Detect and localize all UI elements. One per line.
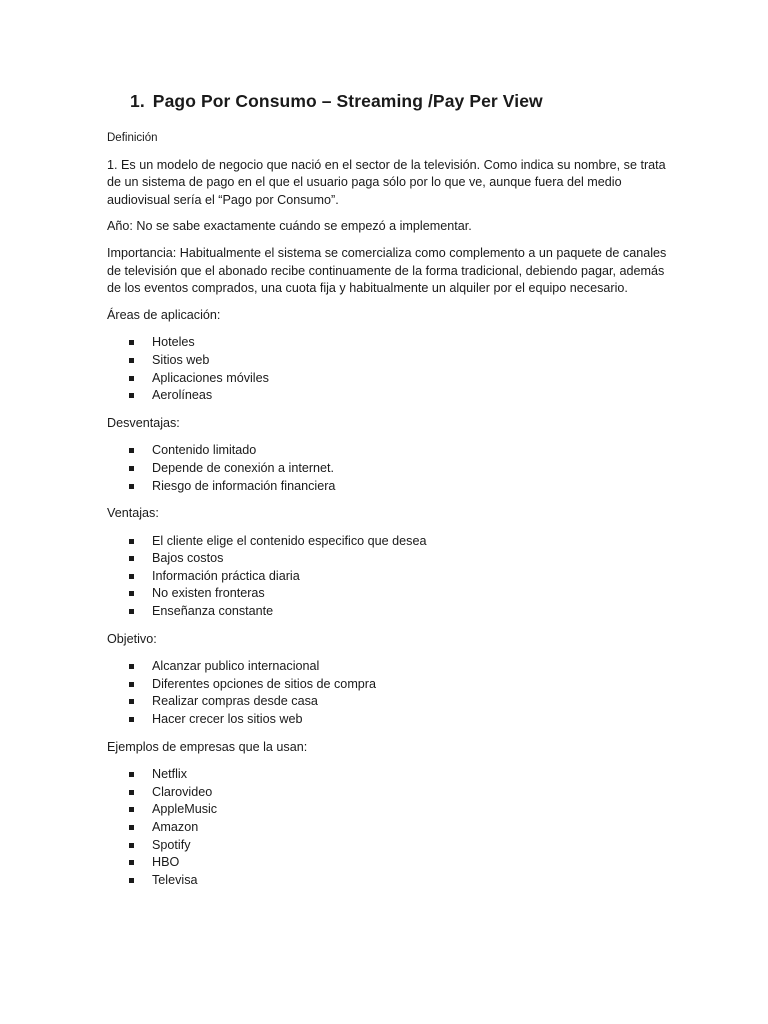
title-text: Pago Por Consumo – Streaming /Pay Per View <box>152 91 543 111</box>
list-item <box>107 352 667 370</box>
page-title <box>130 91 543 112</box>
square-bullet-icon <box>129 539 134 544</box>
list-item-text: Televisa <box>152 872 198 887</box>
list-disadvantages <box>107 442 667 495</box>
list-item <box>107 442 667 460</box>
square-bullet-icon <box>129 574 134 579</box>
list-advantages <box>107 533 667 621</box>
list-item-text: AppleMusic <box>152 802 218 817</box>
list-item-text: Aerolíneas <box>152 388 213 403</box>
list-item <box>107 478 667 496</box>
list-item <box>107 585 667 603</box>
list-item-text: Netflix <box>152 767 187 782</box>
list-item <box>107 334 667 352</box>
square-bullet-icon <box>129 772 134 777</box>
year-paragraph: Año: No se sabe exactamente cuándo se empezó a implementar. <box>107 219 472 234</box>
list-item <box>107 603 667 621</box>
list-item <box>107 819 667 837</box>
title-number: 1. <box>130 91 145 111</box>
list-item-text: Realizar compras desde casa <box>152 694 318 709</box>
list-item <box>107 658 667 676</box>
square-bullet-icon <box>129 717 134 722</box>
section-label-advantages: Ventajas: <box>107 506 159 521</box>
square-bullet-icon <box>129 393 134 398</box>
square-bullet-icon <box>129 825 134 830</box>
list-item <box>107 460 667 478</box>
square-bullet-icon <box>129 682 134 687</box>
list-item-text: Amazon <box>152 820 199 834</box>
square-bullet-icon <box>129 807 134 812</box>
list-item-text: Contenido limitado <box>152 443 257 458</box>
list-item-text: Enseñanza constante <box>152 604 274 619</box>
square-bullet-icon <box>129 358 134 363</box>
document-body <box>107 130 667 899</box>
square-bullet-icon <box>129 591 134 596</box>
square-bullet-icon <box>129 790 134 795</box>
list-item-text: Clarovideo <box>152 784 213 799</box>
section-label-areas: Áreas de aplicación: <box>107 307 221 322</box>
list-item-text: Bajos costos <box>152 551 224 566</box>
list-examples <box>107 766 667 889</box>
square-bullet-icon <box>129 340 134 345</box>
list-item <box>107 693 667 711</box>
list-objective <box>107 658 667 728</box>
importance-paragraph: Importancia: Habitualmente el sistema se comercializa como complemento a un paquete de canales de televisión que el abonado recibe continuamente de la forma tradicional, debiendo pagar, además de los eventos comprados, una cuota fija y habitualmente un alquiler por el equipo necesario. <box>107 245 667 296</box>
list-item-text: Alcanzar publico internacional <box>152 659 320 674</box>
list-item <box>107 801 667 819</box>
definition-text: 1. Es un modelo de negocio que nació en el sector de la televisión. Como indica su nombre, se trata de un sistema de pago en el que el usuario paga sólo por lo que ve, aunque fuera del medio audiovisual sería el “Pago por Consumo”. <box>107 157 666 207</box>
list-item-text: Hoteles <box>152 335 195 350</box>
list-areas <box>107 334 667 404</box>
list-item-text: Hacer crecer los sitios web <box>152 712 303 727</box>
square-bullet-icon <box>129 860 134 865</box>
square-bullet-icon <box>129 609 134 614</box>
list-item <box>107 550 667 568</box>
list-item <box>107 854 667 872</box>
list-item <box>107 872 667 890</box>
square-bullet-icon <box>129 664 134 669</box>
list-item <box>107 766 667 784</box>
list-item-text: Depende de conexión a internet. <box>152 460 335 475</box>
list-item <box>107 711 667 729</box>
list-item <box>107 533 667 551</box>
section-label-examples: Ejemplos de empresas que la usan: <box>107 739 308 754</box>
list-item-text: HBO <box>152 855 180 870</box>
list-item <box>107 676 667 694</box>
list-item <box>107 387 667 405</box>
list-item-text: Aplicaciones móviles <box>152 370 269 385</box>
square-bullet-icon <box>129 699 134 704</box>
square-bullet-icon <box>129 484 134 489</box>
list-item <box>107 784 667 802</box>
list-item-text: El cliente elige el contenido especifico que desea <box>152 533 427 548</box>
square-bullet-icon <box>129 843 134 848</box>
square-bullet-icon <box>129 556 134 561</box>
list-item <box>107 837 667 855</box>
list-item <box>107 370 667 388</box>
list-item-text: Información práctica diaria <box>152 568 300 583</box>
list-item <box>107 568 667 586</box>
square-bullet-icon <box>129 376 134 381</box>
list-item-text: Riesgo de información financiera <box>152 478 336 493</box>
list-item-text: No existen fronteras <box>152 586 265 601</box>
square-bullet-icon <box>129 466 134 471</box>
list-item-text: Spotify <box>152 837 191 852</box>
section-label-objective: Objetivo: <box>107 631 157 646</box>
list-item-text: Diferentes opciones de sitios de compra <box>152 676 377 691</box>
definition-label: Definición <box>107 132 158 144</box>
list-item-text: Sitios web <box>152 352 210 367</box>
square-bullet-icon <box>129 878 134 883</box>
square-bullet-icon <box>129 448 134 453</box>
section-label-disadvantages: Desventajas: <box>107 415 180 430</box>
